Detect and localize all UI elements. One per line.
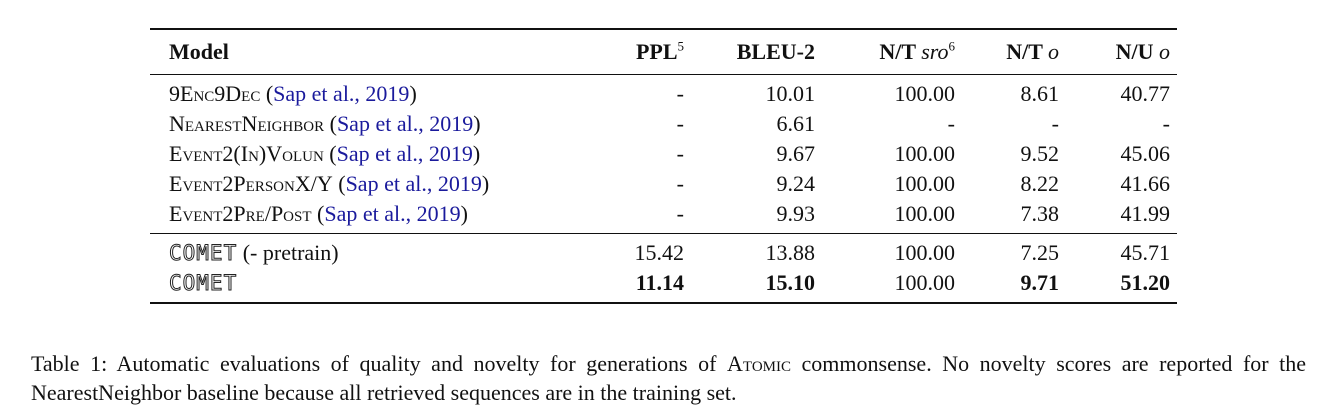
ppl-value: - (676, 111, 684, 136)
table-row (150, 199, 1177, 229)
bleu2-value: 9.67 (776, 141, 815, 166)
ppl-value: - (676, 81, 684, 106)
ppl-value: - (676, 171, 684, 196)
nt-sro-value: 100.00 (894, 240, 955, 265)
nt-sro-value: 100.00 (894, 171, 955, 196)
nt-o-value: 8.22 (1020, 171, 1059, 196)
comet-model-name: COMET (169, 241, 238, 265)
footnote-6: 6 (948, 38, 955, 54)
nt-sro-value: 100.00 (894, 81, 955, 106)
model-name: NearestNeighbor (169, 111, 325, 136)
model-name: Event2(In)Volun (169, 141, 324, 166)
nu-o-value: 45.71 (1120, 240, 1170, 265)
results-table (150, 28, 1177, 304)
nu-o-value: 45.06 (1120, 141, 1170, 166)
header-nu-o: N/U o (1115, 39, 1170, 64)
header-row (150, 30, 1177, 74)
nt-o-value: 9.71 (1020, 270, 1059, 295)
citation-link[interactable]: Sap et al., 2019 (345, 171, 482, 196)
model-name-cell (169, 238, 339, 268)
nu-o-value: 40.77 (1120, 81, 1170, 106)
ppl-value: 15.42 (634, 240, 684, 265)
table-row (150, 238, 1177, 268)
bleu2-value: 15.10 (765, 270, 815, 295)
nt-o-value: 9.52 (1020, 141, 1059, 166)
nt-sro-value: 100.00 (894, 141, 955, 166)
table-row (150, 139, 1177, 169)
model-name-cell: 9Enc9Dec (Sap et al., 2019) (169, 81, 417, 106)
nu-o-value: 41.99 (1120, 201, 1170, 226)
caption-atomic: Atomic (727, 351, 791, 376)
nt-sro-value: - (947, 111, 955, 136)
model-name-cell: Event2Pre/Post (Sap et al., 2019) (169, 201, 468, 226)
model-suffix: (- pretrain) (242, 240, 339, 265)
bottom-rule (150, 302, 1177, 304)
table-row (150, 79, 1177, 109)
citation-link[interactable]: Sap et al., 2019 (336, 141, 473, 166)
citation-link[interactable]: Sap et al., 2019 (336, 111, 474, 136)
bleu2-value: 13.88 (765, 240, 815, 265)
baseline-rows (150, 75, 1177, 233)
footnote-5: 5 (677, 38, 684, 54)
header-nt-o: N/T o (1006, 39, 1059, 64)
comet-rows (150, 234, 1177, 302)
header-nt-sro: N/T sro$^6$ (879, 38, 955, 64)
caption-text-before: Automatic evaluations of quality and novelty for generations of (116, 351, 717, 376)
nu-o-value: - (1162, 111, 1170, 136)
citation-link[interactable]: Sap et al., 2019 (324, 201, 461, 226)
model-name-cell: Event2PersonX/Y (Sap et al., 2019) (169, 171, 490, 196)
model-name-cell: NearestNeighbor (Sap et al., 2019) (169, 111, 481, 136)
model-name-cell (169, 268, 237, 298)
model-name: Event2PersonX/Y (169, 171, 333, 196)
ppl-value: 11.14 (635, 270, 684, 295)
model-name-cell: Event2(In)Volun (Sap et al., 2019) (169, 141, 481, 166)
nu-o-value: 41.66 (1120, 171, 1170, 196)
ppl-value: - (676, 141, 684, 166)
table-caption (31, 349, 1306, 407)
nt-o-value: - (1051, 111, 1059, 136)
comet-model-name: COMET (169, 271, 238, 295)
caption-label: Table 1: (31, 351, 108, 376)
bleu2-value: 6.61 (776, 111, 815, 136)
nt-sro-value: 100.00 (894, 201, 955, 226)
nt-sro-value: 100.00 (894, 270, 955, 295)
ppl-value: - (676, 201, 684, 226)
model-name: 9Enc9Dec (169, 81, 261, 106)
nu-o-value: 51.20 (1120, 270, 1170, 295)
header-ppl: PPL$^5$ (635, 38, 684, 64)
nt-o-value: 8.61 (1020, 81, 1059, 106)
nt-o-value: 7.38 (1020, 201, 1059, 226)
table-row (150, 109, 1177, 139)
citation-link[interactable]: Sap et al., 2019 (273, 81, 410, 106)
header-bleu2: BLEU-2 (736, 39, 815, 64)
bleu2-value: 9.24 (776, 171, 815, 196)
nt-o-value: 7.25 (1020, 240, 1059, 265)
table-row (150, 169, 1177, 199)
caption-text-after: commonsense. No novelty scores are reported for the NearestNeighbor baseline because all retrieved sequences are in the training set. (31, 351, 1307, 405)
table-row (150, 268, 1177, 298)
bleu2-value: 10.01 (765, 81, 815, 106)
bleu2-value: 9.93 (776, 201, 815, 226)
model-name: Event2Pre/Post (169, 201, 312, 226)
header-model: Model (169, 39, 229, 64)
